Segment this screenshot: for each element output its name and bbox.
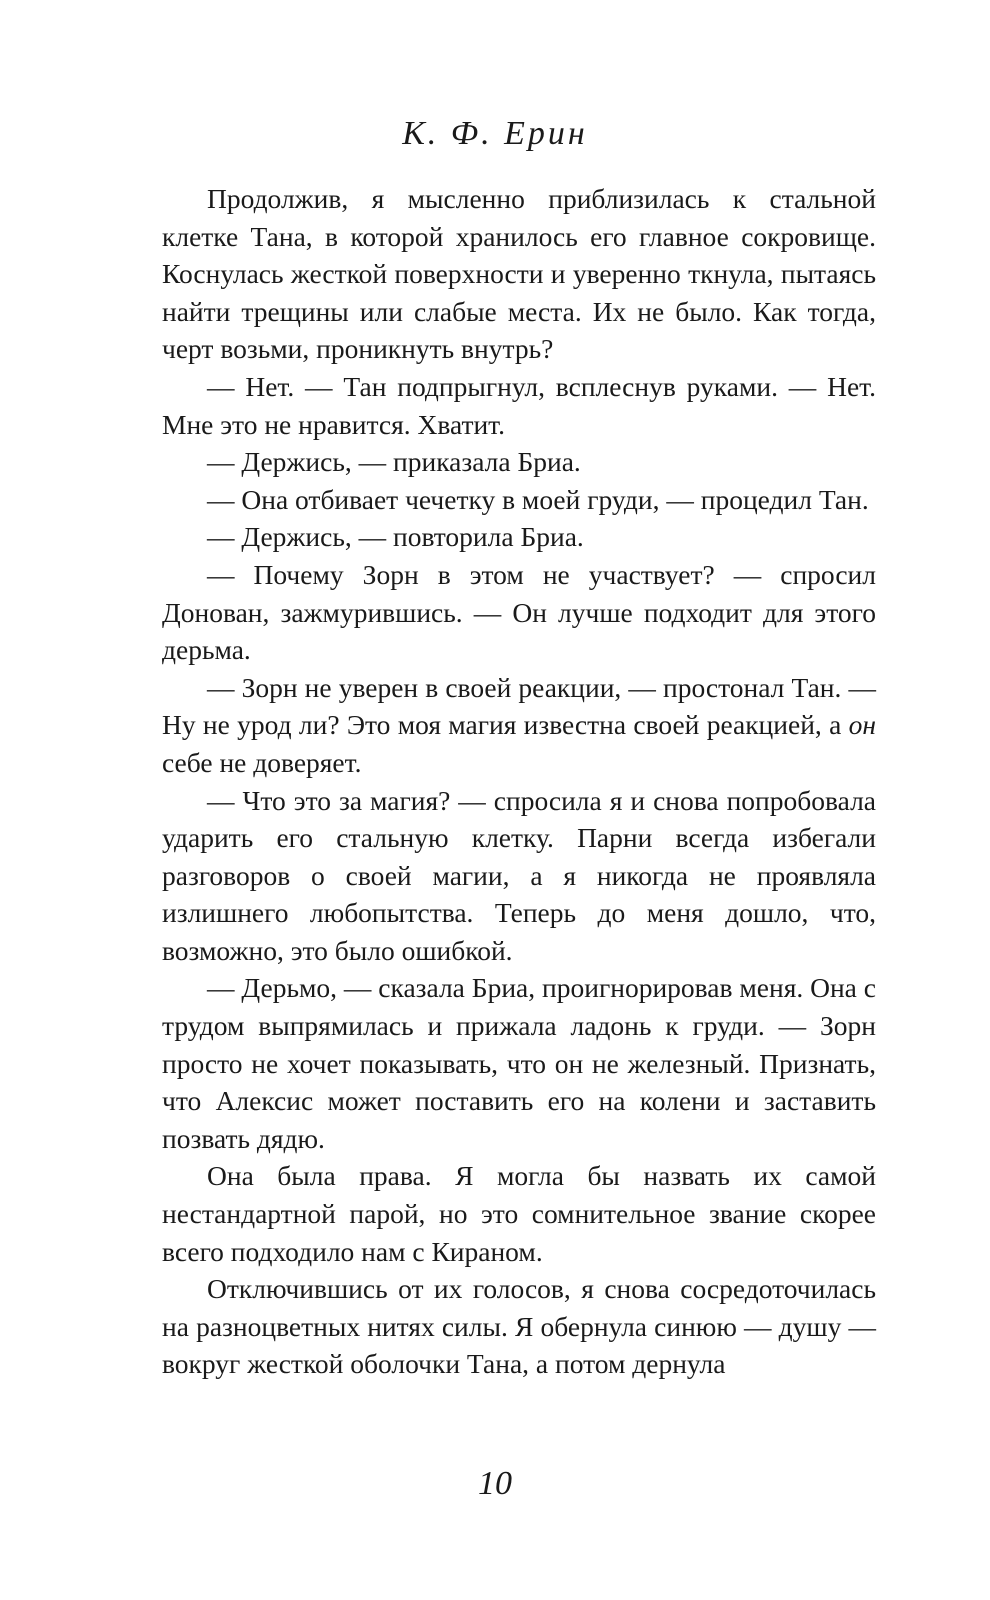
body-text [162, 180, 876, 1383]
paragraph-7-emphasis: он [848, 709, 876, 741]
paragraph-7-part-2: себе не доверяет. [162, 746, 362, 778]
running-head-author: К. Ф. Ерин [402, 115, 588, 152]
page-number: 10 [478, 1465, 512, 1502]
paragraph-6: — Почему Зорн в этом не участвует? — спросил Донован, зажмурившись. — Он лучше подходит для этого дерьма. [162, 558, 876, 666]
paragraph-8: — Что это за магия? — спросила я и снова попробовала ударить его стальную клетку. Парни всегда избегали разговоров о своей магии, а я никогда не проявляла излишнего любопытства. Теперь до меня дошло, что, возможно, это было ошибкой. [162, 784, 876, 966]
paragraph-7-part-1: — Зорн не уверен в своей реакции, — простонал Тан. — Ну не урод ли? Это моя магия известна своей реакцией, а [162, 671, 876, 741]
paragraph-3: — Держись, — приказала Бриа. [207, 446, 581, 478]
paragraph-11: Отключившись от их голосов, я снова сосредоточилась на разноцветных нитях силы. Я обернула синюю — душу — вокруг жесткой оболочки Тана, а потом дернула [162, 1273, 876, 1380]
paragraph-7 [162, 669, 876, 782]
paragraph-10: Она была права. Я могла бы назвать их самой нестандартной парой, но это сомнительное звание скорее всего подходило нам с Кираном. [162, 1160, 876, 1267]
paragraph-4: — Она отбивает чечетку в моей груди, — процедил Тан. [207, 483, 869, 515]
paragraph-9: — Дерьмо, — сказала Бриа, проигнорировав меня. Она с трудом выпрямилась и прижала ладонь к груди. — Зорн просто не хочет показывать, что он не железный. Признать, что Алексис может поставить его на колени и заставить позвать дядю. [162, 972, 876, 1154]
paragraph-1: Продолжив, я мысленно приблизилась к стальной клетке Тана, в которой хранилось его главное сокровище. Коснулась жесткой поверхности и уверенно ткнула, пытаясь найти трещины или слабые места. Их не было. Как тогда, черт возьми, проникнуть внутрь? [162, 183, 876, 365]
paragraph-2: — Нет. — Тан подпрыгнул, всплеснув руками. — Нет. Мне это не нравится. Хватит. [162, 370, 876, 440]
paragraph-5: — Держись, — повторила Бриа. [207, 521, 584, 553]
